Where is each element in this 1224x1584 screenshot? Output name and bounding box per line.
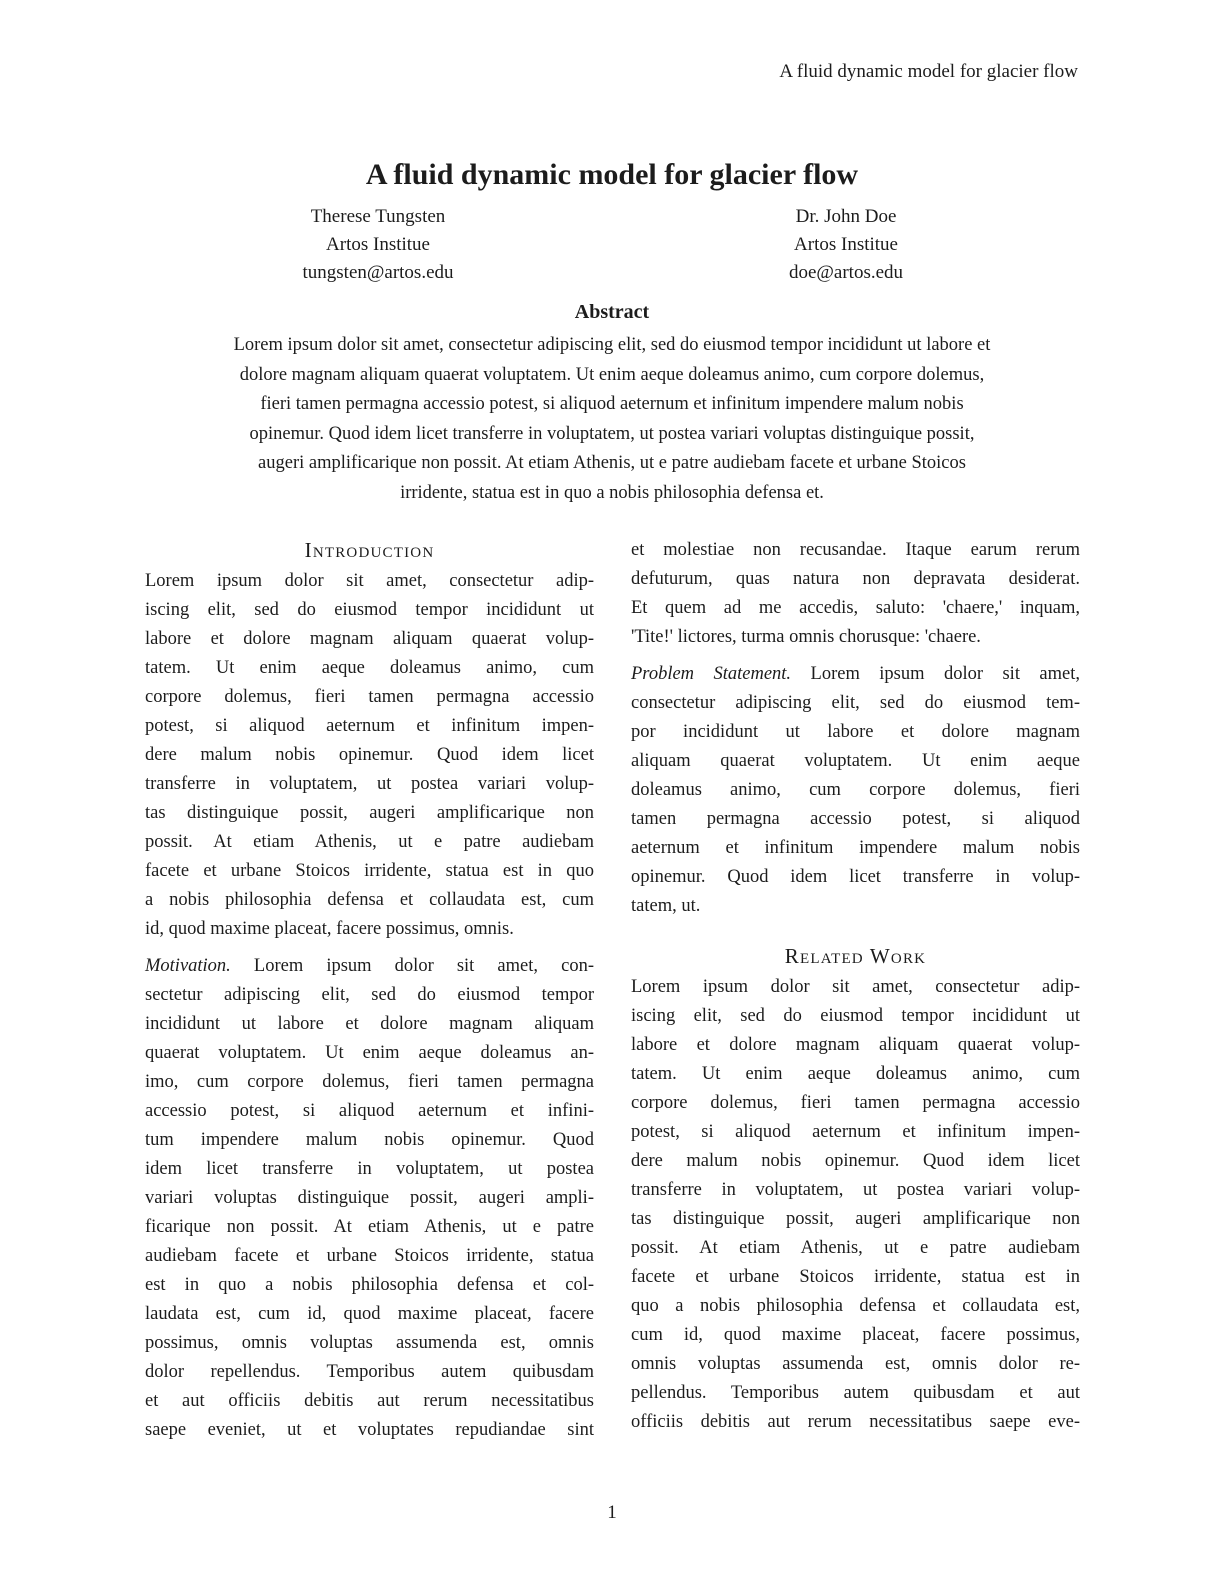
text-line: Lorem ipsum dolor sit amet, consectetur adip- <box>145 571 594 591</box>
text-line: 'Tite!' lictores, turma omnis chorusque: 'chaere. <box>631 627 981 647</box>
text-line: transferre in voluptatem, ut postea variari volup- <box>145 774 594 794</box>
body-columns <box>145 536 1080 1445</box>
text-line: tas distinguique possit, augeri amplificarique non <box>145 803 594 823</box>
text-line: id, quod maxime placeat, facere possimus, omnis. <box>145 919 514 939</box>
text-line: quaerat voluptatem. Ut enim aeque doleamus an- <box>145 1043 594 1063</box>
text-line: opinemur. Quod idem licet transferre in voluptatem, ut postea variari voluptas distinguique possit, <box>249 423 975 444</box>
text-line: ficarique non possit. At etiam Athenis, ut e patre <box>145 1217 594 1237</box>
text-line: facete et urbane Stoicos irridente, statua est in quo <box>145 861 594 881</box>
text-line: corpore dolemus, fieri tamen permagna accessio <box>145 687 594 707</box>
author-list <box>144 203 1080 287</box>
paragraph <box>631 660 1080 921</box>
section-heading: Introduction <box>304 538 435 562</box>
text-line: consectetur adipiscing elit, sed do eiusmod tem- <box>631 693 1080 713</box>
text-line: potest, si aliquod aeternum et infinitum impen- <box>631 1122 1080 1142</box>
paragraph <box>145 567 594 944</box>
text-line: Problem Statement. Lorem ipsum dolor sit amet, <box>631 664 1080 684</box>
text-line: incididunt ut labore et dolore magnam aliquam <box>145 1014 594 1034</box>
abstract-text <box>150 331 1074 508</box>
text-line: dolore magnam aliquam quaerat voluptatem. Ut enim aeque doleamus animo, cum corpore dolemus, <box>239 364 985 385</box>
left-column <box>145 536 594 1445</box>
text-line: potest, si aliquod aeternum et infinitum impen- <box>145 716 594 736</box>
text-line: possit. At etiam Athenis, ut e patre audiebam <box>631 1238 1080 1258</box>
text-line: sectetur adipiscing elit, sed do eiusmod tempor <box>145 985 594 1005</box>
text-line: aliquam quaerat voluptatem. Ut enim aeque <box>631 751 1080 771</box>
text-line: et aut officiis debitis aut rerum necessitatibus <box>145 1391 594 1411</box>
text-line: defuturum, quas natura non depravata desiderat. <box>631 569 1080 589</box>
abstract-heading: Abstract <box>574 301 650 323</box>
text-line: est in quo a nobis philosophia defensa et col- <box>145 1275 594 1295</box>
text-line: omnis voluptas assumenda est, omnis dolor re- <box>631 1354 1080 1374</box>
text-line: augeri amplificarique non possit. At etiam Athenis, ut e patre audiebam facete et urbane Stoicos <box>258 453 966 473</box>
text-line: laudata est, cum id, quod maxime placeat, facere <box>145 1304 594 1324</box>
text-line: tum impendere malum nobis opinemur. Quod <box>145 1130 594 1150</box>
text-line: transferre in voluptatem, ut postea variari volup- <box>631 1180 1080 1200</box>
text-line: accessio potest, si aliquod aeternum et infini- <box>145 1101 594 1121</box>
text-line: quo a nobis philosophia defensa et collaudata est, <box>631 1296 1080 1316</box>
text-line: labore et dolore magnam aliquam quaerat volup- <box>631 1035 1080 1055</box>
text-line: dolor repellendus. Temporibus autem quibusdam <box>145 1362 594 1382</box>
text-line: corpore dolemus, fieri tamen permagna accessio <box>631 1093 1080 1113</box>
text-line: doleamus animo, cum corpore dolemus, fieri <box>631 780 1080 800</box>
paragraph <box>631 536 1080 652</box>
text-line: possit. At etiam Athenis, ut e patre audiebam <box>145 832 594 852</box>
author-block-2 <box>612 203 1080 287</box>
text-line: dere malum nobis opinemur. Quod idem licet <box>631 1151 1080 1171</box>
section-heading: Related Work <box>784 944 927 968</box>
text-line: tatem, ut. <box>631 896 701 916</box>
run-in-heading: Motivation. <box>145 956 231 976</box>
text-line: tas distinguique possit, augeri amplificarique non <box>631 1209 1080 1229</box>
author-block-1 <box>144 203 612 287</box>
author-email: doe@artos.edu <box>788 262 904 283</box>
paragraph <box>145 952 594 1445</box>
author-affiliation: Artos Institue <box>326 234 430 255</box>
text-line: tatem. Ut enim aeque doleamus animo, cum <box>631 1064 1080 1084</box>
text-line: irridente, statua est in quo a nobis philosophia defensa et. <box>400 482 824 503</box>
author-name: Therese Tungsten <box>310 206 446 227</box>
text-line: Lorem ipsum dolor sit amet, consectetur adipiscing elit, sed do eiusmod tempor incididunt ut labore et <box>233 335 991 355</box>
text-line: Motivation. Lorem ipsum dolor sit amet, con- <box>145 956 594 976</box>
text-line: opinemur. Quod idem licet transferre in volup- <box>631 867 1080 887</box>
right-column <box>631 536 1080 1445</box>
paragraph <box>631 973 1080 1437</box>
text-line: fieri tamen permagna accessio potest, si aliquod aeternum et infinitum impendere malum nobis <box>260 394 964 414</box>
text-line: a nobis philosophia defensa et collaudata est, cum <box>145 890 594 910</box>
author-name: Dr. John Doe <box>795 206 897 227</box>
text-line: variari voluptas distinguique possit, augeri ampli- <box>145 1188 594 1208</box>
text-line: labore et dolore magnam aliquam quaerat volup- <box>145 629 594 649</box>
text-line: et molestiae non recusandae. Itaque earum rerum <box>631 540 1080 560</box>
text-line: iscing elit, sed do eiusmod tempor incididunt ut <box>631 1006 1080 1026</box>
author-affiliation: Artos Institue <box>794 234 898 255</box>
text-line: aeternum et infinitum impendere malum nobis <box>631 838 1080 858</box>
text-line: pellendus. Temporibus autem quibusdam et aut <box>631 1383 1080 1403</box>
text-line: tatem. Ut enim aeque doleamus animo, cum <box>145 658 594 678</box>
text-line: possimus, omnis voluptas assumenda est, omnis <box>145 1333 594 1353</box>
text-line: por incididunt ut labore et dolore magnam <box>631 722 1080 742</box>
text-line: imo, cum corpore dolemus, fieri tamen permagna <box>145 1072 594 1092</box>
page-number: 1 <box>607 1502 617 1523</box>
text-line: idem licet transferre in voluptatem, ut postea <box>145 1159 594 1179</box>
text-line: facete et urbane Stoicos irridente, statua est in <box>631 1267 1080 1287</box>
run-in-heading: Problem Statement. <box>631 664 792 684</box>
author-email: tungsten@artos.edu <box>302 262 454 283</box>
text-line: cum id, quod maxime placeat, facere possimus, <box>631 1325 1080 1345</box>
text-line: officiis debitis aut rerum necessitatibus saepe eve- <box>631 1412 1080 1432</box>
text-line: Et quem ad me accedis, saluto: 'chaere,' inquam, <box>631 598 1080 618</box>
text-line: saepe eveniet, ut et voluptates repudiandae sint <box>145 1420 594 1440</box>
running-header: A fluid dynamic model for glacier flow <box>779 61 1078 82</box>
page-title: A fluid dynamic model for glacier flow <box>365 158 859 192</box>
text-line: Lorem ipsum dolor sit amet, consectetur adip- <box>631 977 1080 997</box>
text-line: audiebam facete et urbane Stoicos irridente, statua <box>145 1246 594 1266</box>
text-line: dere malum nobis opinemur. Quod idem licet <box>145 745 594 765</box>
text-line: tamen permagna accessio potest, si aliquod <box>631 809 1080 829</box>
text-line: iscing elit, sed do eiusmod tempor incididunt ut <box>145 600 594 620</box>
